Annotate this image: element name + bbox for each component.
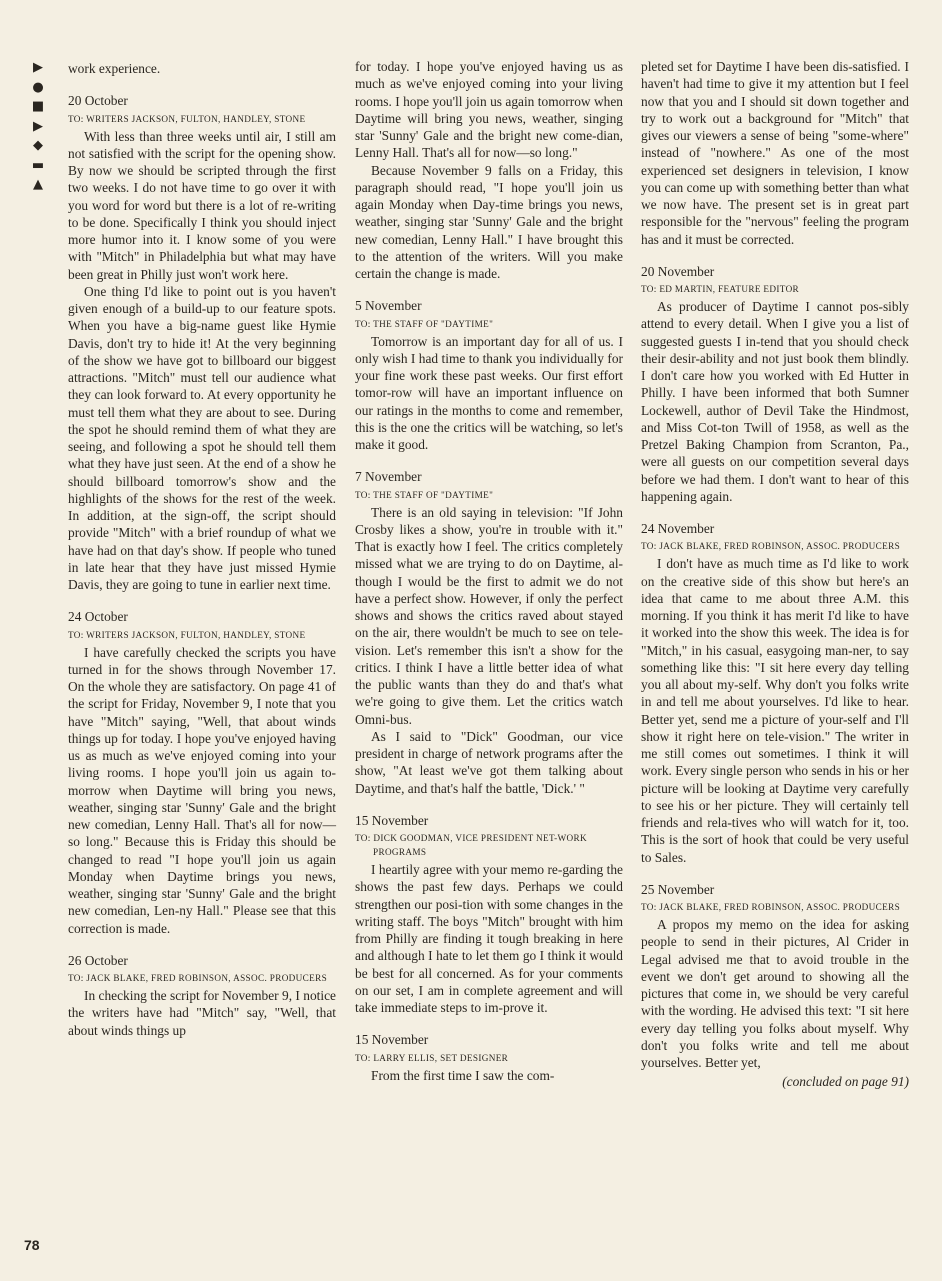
memo-recipients: TO: JACK BLAKE, FRED ROBINSON, ASSOC. PRODUCERS <box>641 902 901 912</box>
memo-recipients: TO: THE STAFF OF "DAYTIME" <box>355 318 494 329</box>
continued-note: (concluded on page 91) <box>782 1074 909 1090</box>
memo-paragraph: I heartily agree with your memo re-garding the shows the past few days. Perhaps we could strengthen our posi-tion with some changes in the writing staff. The boys "Mitch" brought with him from Philly are finding it tough breaking in here and although I hate to let them go I think it would be best for all concerned. As for your comments on our set, I am in complete agreement and will take immediate steps to im-prove it. <box>355 862 623 1015</box>
memo <box>355 1031 623 1084</box>
memo-date: 20 October <box>68 93 128 109</box>
memo <box>355 468 623 797</box>
memo-date: 25 November <box>641 881 715 897</box>
side-mark: ◆ <box>33 138 43 153</box>
memo-recipients: TO: WRITERS JACKSON, FULTON, HANDLEY, STONE <box>68 113 306 124</box>
memo-paragraph: With less than three weeks until air, I still am not satisfied with the script for the opening show. By now we should be scripted through the first two weeks. I do not have time to go over it with you word for word but there is a lot of re-writing to be done. Specifically I think you should inject more humor into it. I know some of you were with "Mitch" in Philadelphia but what may have been great in Philly just won't work here. <box>68 128 336 282</box>
memo-continuation <box>68 60 336 77</box>
page-number: 78 <box>24 1237 40 1253</box>
column-2 <box>355 58 623 1084</box>
memo-paragraph: Because November 9 falls on a Friday, this paragraph should read, "I hope you'll join us again Monday when Day-time brings you news, weather, singing star 'Sunny' Gale and the bright new comedian, Lenny Hall." I have brought this to the attention of the writers. Will you make certain the change is made. <box>355 162 623 281</box>
memo <box>641 881 909 1072</box>
side-mark: ▶ <box>33 60 43 75</box>
memo-recipients: TO: JACK BLAKE, FRED ROBINSON, ASSOC. PRODUCERS <box>641 541 901 552</box>
side-mark: ▬ <box>31 157 45 173</box>
memo-recipients: TO: WRITERS JACKSON, FULTON, HANDLEY, STONE <box>68 629 306 640</box>
memo <box>355 297 623 453</box>
memo-paragraph: From the first time I saw the com- <box>371 1067 555 1083</box>
memo <box>641 263 909 505</box>
side-marks <box>30 58 46 195</box>
memo-paragraph: A propos my memo on the idea for asking people to send in their pictures, Al Crider in Legal advised me that to avoid trouble in the event we don't get around to showing all the pictures that come in, we should be very careful with the wording. He advised this text: "I sit here every day telling you folks about myself. Why don't you folks write and tell me about yourselves. Better yet, <box>641 917 909 1070</box>
memo-continuation <box>641 58 909 248</box>
memo-paragraph: work experience. <box>68 61 161 76</box>
memo-date: 15 November <box>355 1032 429 1048</box>
memo-paragraph: pleted set for Daytime I have been dis-satisfied. I haven't had time to give it my attention but I feel now that you and I should sit down together and try to work out a background for "Mitch" that gives our viewers a sense of being "some-where" instead of "nowhere." As one of the most experienced set designers in television, I know you can come up with something better than what we now have. The present set is in great part responsible for the "nervous" feeling the program has and it must be corrected. <box>641 59 909 247</box>
memo-paragraph: One thing I'd like to point out is you haven't given enough of a build-up to our feature spots. When you have a big-name guest like Hymie Davis, don't try to hide it! At the very beginning of the show we have got to billboard our biggest attractions. "Mitch" must tell our audience what they can look forward to. At every opportunity he must tell them what they are about to see. During the spot he should remind them of what they are seeing, and following a spot he should tell them what they have just seen. At the end of a show he should billboard tomorrow's show and the highlights of the shows for the rest of the week. In addition, at the sign-off, the script should provide "Mitch" with a brief roundup of what we have had on that day's show. If people who tuned in late hear that they have just missed Hymie Davis, they are going to tune in earlier next time. <box>68 283 336 592</box>
side-mark: ● <box>32 79 44 95</box>
memo <box>355 812 623 1017</box>
memo-paragraph: Tomorrow is an important day for all of us. I only wish I had time to thank you individually for your fine work these past weeks. Our first effort tomor-row will have an important influence on our ratings in the months to come and remember, this is the one the critics will be watching, so let's make it good. <box>355 333 623 452</box>
memo <box>68 92 336 593</box>
memo-recipients: TO: DICK GOODMAN, VICE PRESIDENT NET-WORK PROGRAMS <box>355 833 587 857</box>
memo-paragraph: In checking the script for November 9, I notice the writers have had "Mitch" say, "Well, that about winds things up <box>68 988 336 1038</box>
memo-paragraph: I have carefully checked the scripts you have turned in for the shows through November 17. On the whole they are satisfactory. On page 41 of the script for Friday, November 9, I note that you have "Mitch" saying, "Well, that about winds things up for today. I hope you've enjoyed having us as much as we've enjoyed coming into your living rooms. I hope you'll join us again to-morrow when Daytime will bring you news, weather, singing star 'Sunny' Gale and the bright new comedian, Lenny Hall. That's all for now—so long." Because this is Friday this should be changed to read "I hope you'll join us again Monday when Daytime brings you news, weather, singing star 'Sunny' Gale and the bright new comedian, Len-ny Hall." Please see that this correction is made. <box>68 644 336 936</box>
memo-date: 5 November <box>355 298 422 314</box>
memo-date: 7 November <box>355 469 422 485</box>
memo-date: 15 November <box>355 812 429 828</box>
memo-paragraph: As I said to "Dick" Goodman, our vice president in charge of network programs after the show, "At least we've got them talking about Daytime, and that's half the battle, 'Dick.' " <box>355 728 623 796</box>
side-mark: ▶ <box>33 118 43 134</box>
memo-date: 20 November <box>641 263 715 279</box>
column-1 <box>68 60 336 1039</box>
memo-paragraph: for today. I hope you've enjoyed having us as much as we've enjoyed coming into your living rooms. I hope you'll join us again tomorrow when Daytime will bring you news, weather, singing star 'Sunny' Gale and the bright new come-dian, Lenny Hall. That's all for now—so long." <box>355 59 623 161</box>
memo <box>68 952 336 1039</box>
memo-continuation <box>355 58 623 282</box>
memo-recipients: TO: ED MARTIN, FEATURE EDITOR <box>641 284 800 294</box>
memo-paragraph: As producer of Daytime I cannot pos-sibly attend to every detail. When I give you a list of suggested guests I in-tend that you should check their desir-ability and not just book them blindly. I don't care how you worked with Ed Hutter in Philly. I have been informed that both Sumner Lockewell, author of Devil Take the Hindmost, and Miss Cot-ton Twill of 1958, as well as the Pretzel Baking Champion from Scranton, Pa., were all guests on our competition several days before we had them. I don't want to hear of this happening again. <box>641 299 909 504</box>
memo-recipients: TO: JACK BLAKE, FRED ROBINSON, ASSOC. PRODUCERS <box>68 973 328 983</box>
side-mark: ▲ <box>33 177 43 192</box>
memo-date: 24 November <box>641 521 715 536</box>
memo <box>68 608 336 937</box>
memo-date: 26 October <box>68 952 128 968</box>
memo-recipients: TO: THE STAFF OF "DAYTIME" <box>355 489 494 500</box>
memo <box>641 520 909 866</box>
memo-date: 24 October <box>68 609 128 625</box>
column-3 <box>641 58 909 1091</box>
memo-paragraph: There is an old saying in television: "If John Crosby likes a show, you're in trouble with it." That is exactly how I feel. The critics completely missed what we are trying to do on Daytime, al-though I would be the first to admit we do not have a perfect show. However, if only the perfect shows and shows the critics raved about stayed on the air, there wouldn't be much to see on tele-vision. Let's remember this isn't a show for the critics. I think I have a little better idea of what the public wants than they do and that's what we're going to give them. Let the critics watch Omni-bus. <box>355 504 623 727</box>
side-mark: ■ <box>31 99 45 114</box>
memo-paragraph: I don't have as much time as I'd like to work on the creative side of this show but here's an idea that came to me about three A.M. this morning. If you think it has merit I'd like to have it worked into the show this week. The idea is for "Mitch," in his casual, easygoing man-ner, to say something like this: "I sit here every day telling you all about my-self. Why don't you folks write in and tell me about yourselves. I'd like to hear. Better yet, send me a picture of your-self and I'll show it right here on tele-vision." The writer in me still comes out sometimes. I think it will work. Every single person who sends in his or her picture will be looking at Daytime very carefully to see his or her picture. They will certainly tell friends and rela-tives who will watch for it, too. This is the sort of hook that could be very useful to Sales. <box>641 556 909 865</box>
memo-recipients: TO: LARRY ELLIS, SET DESIGNER <box>355 1052 509 1063</box>
